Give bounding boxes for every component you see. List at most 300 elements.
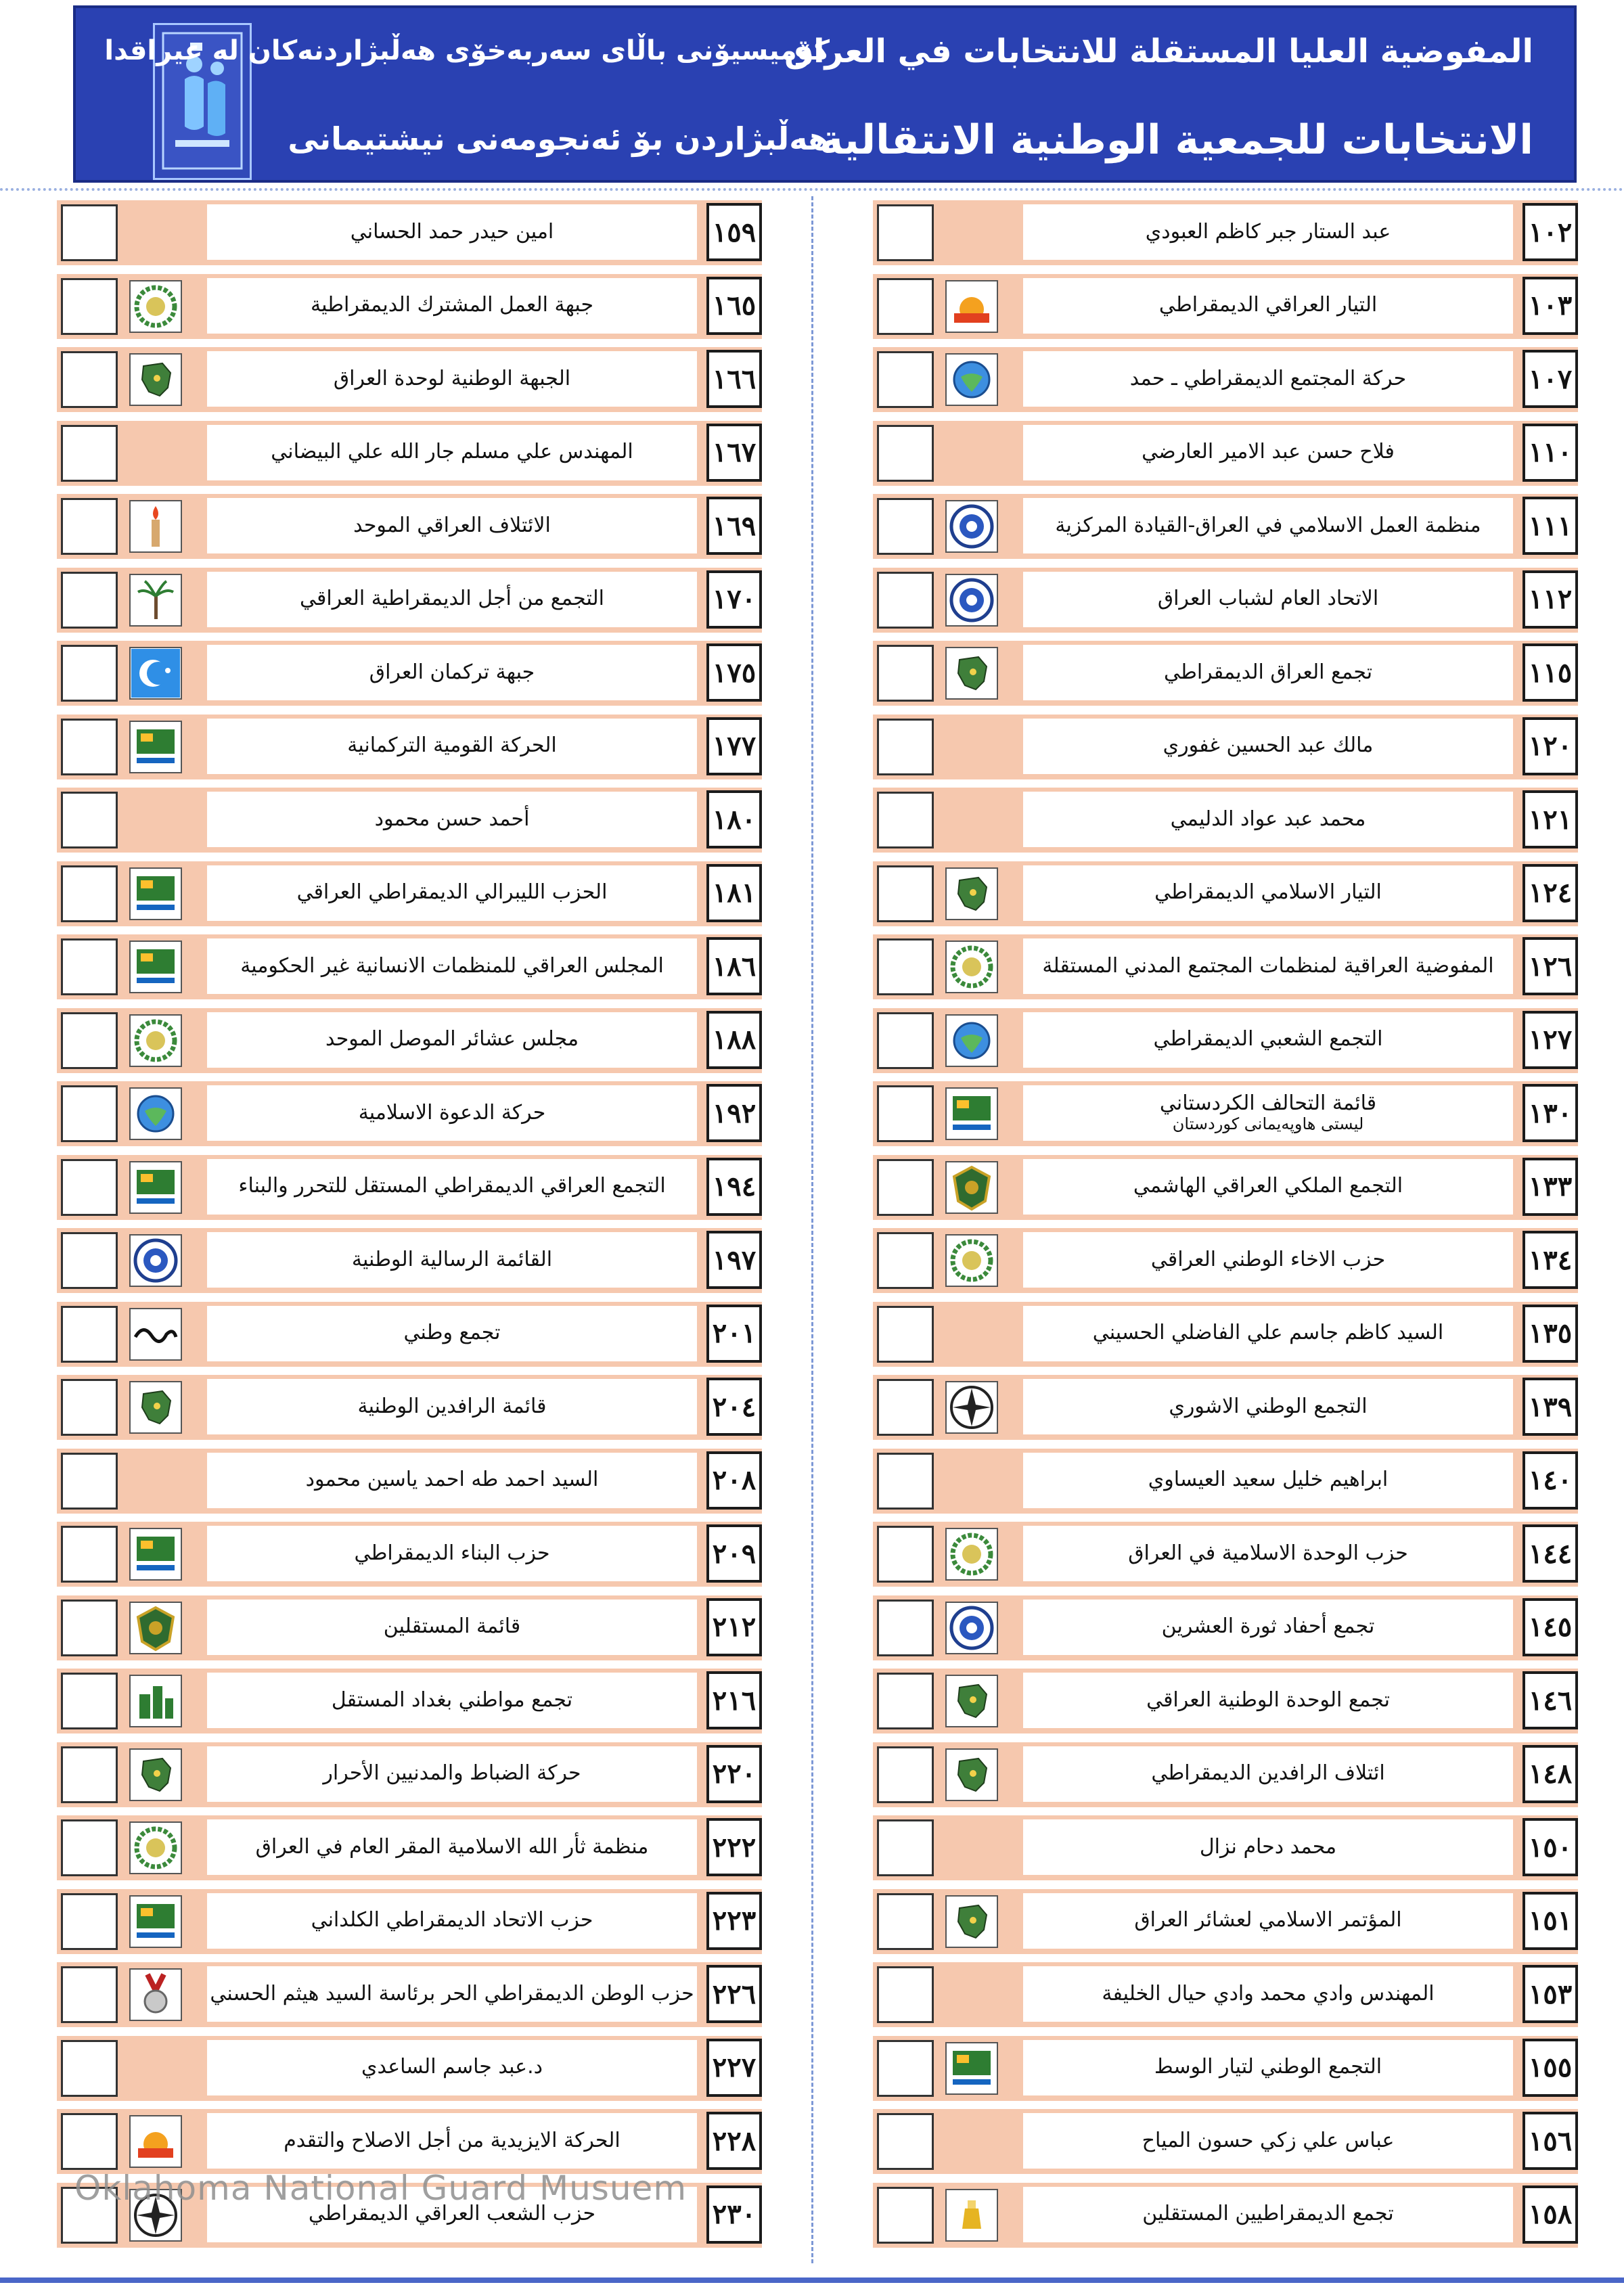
candidate-number: ١٤٤ [1522, 1524, 1578, 1583]
map-icon [945, 1895, 999, 1949]
vote-checkbox[interactable] [877, 645, 934, 702]
candidate-number: ١٩٧ [706, 1231, 762, 1289]
candidate-name-box [1023, 1306, 1513, 1361]
candidate-name: تجمع أحفاد ثورة العشرين [1161, 1614, 1375, 1639]
vote-checkbox[interactable] [877, 1012, 934, 1069]
candidate-row [873, 715, 1578, 779]
round-seal-icon [945, 573, 999, 627]
candidate-name-box [1023, 865, 1513, 921]
candidate-name-box [1023, 1673, 1513, 1728]
vote-checkbox[interactable] [877, 1085, 934, 1142]
candidate-row [873, 861, 1578, 926]
candidate-name-box [1023, 1600, 1513, 1655]
candidate-name-box [1023, 938, 1513, 994]
candidate-row [873, 421, 1578, 486]
candidate-name: حزب الاخاء الوطني العراقي [1150, 1247, 1386, 1271]
candidate-name: الجبهة الوطنية لوحدة العراق [333, 366, 571, 390]
candidate-number: ١٩٢ [706, 1084, 762, 1142]
vote-checkbox[interactable] [877, 792, 934, 848]
square-logo-icon [129, 720, 183, 774]
vote-checkbox[interactable] [61, 572, 118, 629]
candidate-name: جبهة العمل المشترك الديمقراطية [310, 293, 594, 317]
candidate-name: السيد احمد طه احمد ياسين محمود [305, 1468, 599, 1492]
candidate-name: المهندس علي مسلم جار الله علي البيضاني [271, 440, 633, 464]
candidate-name: فلاح حسن عبد الامير العارضي [1142, 440, 1395, 464]
vote-checkbox[interactable] [877, 865, 934, 922]
candidate-number: ١٢٤ [1522, 864, 1578, 922]
candidate-row [57, 274, 762, 339]
candidate-name-box [1023, 1966, 1513, 2022]
vote-checkbox[interactable] [61, 498, 118, 555]
candidate-number: ١٣٤ [1522, 1231, 1578, 1289]
crescent-icon [129, 646, 183, 700]
candidate-row [873, 2183, 1578, 2248]
candidate-name: حركة الضباط والمدنيين الأحرار [323, 1761, 581, 1786]
candle-icon [129, 499, 183, 553]
vote-checkbox[interactable] [61, 1232, 118, 1289]
candidate-row [873, 2109, 1578, 2174]
candidate-name: التجمع الشعبي الديمقراطي [1153, 1027, 1383, 1051]
candidate-name-box [1023, 1819, 1513, 1875]
map-icon [945, 1748, 999, 1802]
candidate-number: ٢٠٨ [706, 1451, 762, 1510]
candidate-row [57, 788, 762, 853]
vote-checkbox[interactable] [61, 351, 118, 408]
wreath-icon [129, 1821, 183, 1875]
candidate-name: التجمع العراقي الديمقراطي المستقل للتحرر والبناء [238, 1174, 666, 1198]
round-seal-icon [945, 1601, 999, 1655]
candidate-row [873, 934, 1578, 999]
vote-checkbox[interactable] [61, 1085, 118, 1142]
candidate-name: حركة الدعوة الاسلامية [358, 1100, 546, 1125]
candidate-number: ١٢٦ [1522, 937, 1578, 995]
candidate-name: حزب البناء الديمقراطي [354, 1541, 550, 1565]
wreath-icon [945, 1527, 999, 1581]
candidate-name-box [207, 1526, 697, 1581]
candidate-row [57, 347, 762, 412]
globe-icon [129, 1087, 183, 1141]
square-logo-icon [129, 867, 183, 921]
round-seal-icon [945, 499, 999, 553]
candidate-name-box [1023, 498, 1513, 553]
candidate-name-box [207, 1012, 697, 1068]
square-logo-icon [129, 1527, 183, 1581]
vote-checkbox[interactable] [877, 498, 934, 555]
candidate-row [873, 1595, 1578, 1660]
candidate-number: ١٢١ [1522, 790, 1578, 848]
candidate-name: تجمع العراق الديمقراطي [1163, 660, 1373, 684]
candidate-number: ١٥٦ [1522, 2112, 1578, 2170]
candidate-number: ١٤٥ [1522, 1598, 1578, 1656]
candidate-name: حزب الوحدة الاسلامية في العراق [1128, 1541, 1408, 1565]
wreath-icon [129, 279, 183, 334]
candidate-number: ١٣٩ [1522, 1378, 1578, 1436]
candidate-name: التجمع الوطني الاشوري [1169, 1394, 1368, 1418]
round-seal-icon [129, 1233, 183, 1288]
candidate-name: عبد الستار جبر كاظم العبودي [1145, 219, 1391, 244]
globe-icon [945, 1014, 999, 1068]
candidate-row [873, 1375, 1578, 1440]
candidate-name-box [207, 1379, 697, 1434]
candidate-name: حزب الوطن الديمقراطي الحر برئاسة السيد هيثم الحسني [210, 1981, 694, 2005]
header-separator [0, 188, 1624, 191]
candidate-name: الحركة القومية التركمانية [347, 733, 557, 758]
vote-checkbox[interactable] [877, 1819, 934, 1876]
candidate-name-box [207, 2040, 697, 2095]
candidate-name-box [207, 792, 697, 847]
vote-checkbox[interactable] [877, 1966, 934, 2023]
candidate-name-box [1023, 719, 1513, 774]
vote-checkbox[interactable] [877, 1526, 934, 1583]
election-title-kurdish: هەڵبژاردن بۆ ئەنجومەنی نیشتیمانی [288, 120, 830, 157]
candidate-row [873, 1962, 1578, 2027]
sun-icon [129, 2114, 183, 2169]
candidate-name: حركة المجتمع الديمقراطي ـ حمد [1129, 366, 1407, 390]
candidate-name-box [207, 351, 697, 407]
candidate-number: ١٤٨ [1522, 1745, 1578, 1803]
vote-checkbox[interactable] [61, 1746, 118, 1803]
candidate-name-box [1023, 1526, 1513, 1581]
vote-checkbox[interactable] [61, 1673, 118, 1729]
candidate-name-box [207, 1159, 697, 1215]
candidate-row [57, 1449, 762, 1514]
candidate-row [57, 1375, 762, 1440]
candidate-row [57, 1155, 762, 1220]
candidate-name-box [207, 1893, 697, 1949]
candidate-name: منظمة العمل الاسلامي في العراق-القيادة المركزية [1055, 513, 1481, 537]
candidate-name-box [1023, 351, 1513, 407]
candidate-row [57, 861, 762, 926]
candidate-number: ١٣٥ [1522, 1305, 1578, 1363]
candidate-number: ٢٠٩ [706, 1524, 762, 1583]
map-icon [129, 1380, 183, 1434]
candidate-name: الاتحاد العام لشباب العراق [1157, 587, 1379, 611]
candidate-name-box [1023, 2187, 1513, 2242]
bottom-border [0, 2277, 1624, 2283]
vote-checkbox[interactable] [877, 1673, 934, 1729]
candidate-number: ٢١٢ [706, 1598, 762, 1656]
candidate-number: ١٥٠ [1522, 1818, 1578, 1876]
candidate-number: ١٥٣ [1522, 1965, 1578, 2023]
candidate-number: ١٩٤ [706, 1158, 762, 1216]
candidate-name: تجمع الديمقراطيين المستقلين [1142, 2202, 1394, 2226]
election-title-arabic: الانتخابات للجمعية الوطنية الانتقالية [819, 116, 1533, 164]
vote-checkbox[interactable] [61, 1966, 118, 2023]
vote-checkbox[interactable] [61, 1379, 118, 1436]
candidate-row [57, 934, 762, 999]
candidate-name-box [207, 278, 697, 334]
candidate-number: ٢١٦ [706, 1671, 762, 1729]
vote-checkbox[interactable] [877, 1159, 934, 1216]
vote-checkbox[interactable] [877, 1306, 934, 1363]
candidate-row [57, 1962, 762, 2027]
watermark: Oklahoma National Guard Musuem [74, 2169, 687, 2208]
candidate-number: ١١١ [1522, 497, 1578, 555]
candidate-name: د.عبد جاسم الساعدي [361, 2055, 543, 2079]
candidate-name-box [207, 204, 697, 260]
vote-checkbox[interactable] [877, 1453, 934, 1510]
candidate-name: الحزب الليبرالي الديمقراطي العراقي [296, 880, 608, 905]
candidate-row [873, 494, 1578, 559]
candidate-number: ١١٥ [1522, 643, 1578, 702]
vote-checkbox[interactable] [61, 204, 118, 261]
square-logo-icon [129, 940, 183, 994]
candidate-name-box [207, 1453, 697, 1508]
vote-checkbox[interactable] [877, 1746, 934, 1803]
candidate-name: ابراهيم خليل سعيد العيساوي [1148, 1468, 1389, 1492]
candidate-name-box [1023, 792, 1513, 847]
candidate-number: ١٠٧ [1522, 350, 1578, 408]
building-icon [129, 1674, 183, 1728]
candidate-name: التجمع من أجل الديمقراطية العراقي [299, 587, 605, 611]
candidate-name: محمد دحام نزال [1199, 1834, 1337, 1859]
candidate-number: ١٦٧ [706, 424, 762, 482]
candidate-name-box [207, 1819, 697, 1875]
candidate-name: حزب الشعب العراقي الديمقراطي [308, 2202, 596, 2226]
candidate-number: ١٠٣ [1522, 277, 1578, 335]
candidate-name-box [207, 1673, 697, 1728]
candidate-name-box [207, 2113, 697, 2169]
candidate-name: قائمة المستقلين [383, 1614, 521, 1639]
candidate-number: ١٠٢ [1522, 203, 1578, 261]
candidate-row [57, 1889, 762, 1954]
candidate-number: ٢٣٠ [706, 2185, 762, 2244]
vote-checkbox[interactable] [877, 2113, 934, 2170]
candidate-name: حزب الاتحاد الديمقراطي الكلداني [311, 1908, 593, 1932]
vote-checkbox[interactable] [61, 278, 118, 335]
candidate-row [873, 1228, 1578, 1293]
candidate-name: مجلس عشائر الموصل الموحد [325, 1027, 579, 1051]
candidate-number: ١٧٥ [706, 643, 762, 702]
vote-checkbox[interactable] [877, 2187, 934, 2244]
candidate-number: ١٥٥ [1522, 2039, 1578, 2097]
candidate-name-box [207, 719, 697, 774]
candidate-name-box [1023, 572, 1513, 627]
candidate-row [873, 274, 1578, 339]
candidate-row [57, 1595, 762, 1660]
vote-checkbox[interactable] [877, 204, 934, 261]
candidate-name: التيار الاسلامي الديمقراطي [1154, 880, 1382, 905]
candidate-row [873, 641, 1578, 706]
vote-checkbox[interactable] [877, 2040, 934, 2097]
vote-checkbox[interactable] [61, 425, 118, 482]
candidate-number: ١٢٧ [1522, 1011, 1578, 1069]
candidate-number: ١١٢ [1522, 570, 1578, 629]
candidate-number: ١٥٩ [706, 203, 762, 261]
vote-checkbox[interactable] [61, 2040, 118, 2097]
vote-checkbox[interactable] [877, 1232, 934, 1289]
vote-checkbox[interactable] [877, 1600, 934, 1656]
candidate-number: ٢٢٧ [706, 2039, 762, 2097]
candidate-number: ١٤٦ [1522, 1671, 1578, 1729]
candidate-row [57, 1302, 762, 1367]
vote-checkbox[interactable] [61, 792, 118, 848]
map-icon [129, 1748, 183, 1802]
candidate-name-box [1023, 1893, 1513, 1949]
candidate-row [873, 1155, 1578, 1220]
column-divider [811, 196, 813, 2263]
map-icon [945, 867, 999, 921]
map-icon [945, 1674, 999, 1728]
vote-checkbox[interactable] [61, 1306, 118, 1363]
candidate-name: المؤتمر الاسلامي لعشائر العراق [1134, 1908, 1402, 1932]
candidate-name-box [1023, 1012, 1513, 1068]
candidate-name: قائمة الرافدين الوطنية [357, 1394, 547, 1418]
candidate-name: قائمة التحالف الكردستاني [1159, 1091, 1377, 1115]
candidate-name: القائمة الرسالية الوطنية [351, 1247, 553, 1271]
candidate-name-box [1023, 204, 1513, 260]
candidate-number: ١٦٩ [706, 497, 762, 555]
vote-checkbox[interactable] [877, 351, 934, 408]
vote-checkbox[interactable] [877, 278, 934, 335]
script-icon [129, 1307, 183, 1361]
vote-checkbox[interactable] [61, 1600, 118, 1656]
candidate-number: ١٨٠ [706, 790, 762, 848]
candidate-number: ١٣٠ [1522, 1084, 1578, 1142]
globe-icon [945, 353, 999, 407]
candidate-number: ١٥٨ [1522, 2185, 1578, 2244]
vote-checkbox[interactable] [61, 719, 118, 775]
vote-checkbox[interactable] [61, 1159, 118, 1216]
candidate-number: ٢٢٨ [706, 2112, 762, 2170]
candidate-name-box [207, 498, 697, 553]
candidate-row [57, 1669, 762, 1733]
candidate-name: مالك عبد الحسين غفوري [1163, 733, 1374, 758]
candidate-name: امين حيدر حمد الحساني [350, 219, 554, 244]
candidate-row [57, 1008, 762, 1073]
candidate-name-box [1023, 645, 1513, 700]
candidate-number: ١٨٨ [706, 1011, 762, 1069]
commission-title-arabic: المفوضية العليا المستقلة للانتخابات في العراق [784, 32, 1533, 70]
candidate-name-box [207, 1232, 697, 1288]
candidate-name-box [207, 1306, 697, 1361]
candidate-row [57, 2036, 762, 2101]
vote-checkbox[interactable] [61, 645, 118, 702]
vote-checkbox[interactable] [877, 572, 934, 629]
candidate-number: ٢٢٣ [706, 1892, 762, 1950]
candidate-number: ١٥١ [1522, 1892, 1578, 1950]
vote-checkbox[interactable] [61, 1893, 118, 1950]
candidate-number: ٢٢٠ [706, 1745, 762, 1803]
palm-icon [129, 573, 183, 627]
candidate-name: منظمة ثأر الله الاسلامية المقر العام في العراق [255, 1834, 649, 1859]
candidate-name-box [1023, 1746, 1513, 1802]
candidate-name-box [207, 425, 697, 480]
candidate-number: ١٧٧ [706, 717, 762, 775]
vote-checkbox[interactable] [61, 1819, 118, 1876]
candidate-name-box [1023, 1379, 1513, 1434]
candidate-name: المجلس العراقي للمنظمات الانسانية غير الحكومية [240, 953, 664, 978]
candidate-name: المهندس وادي محمد وادي حيال الخليفة [1102, 1981, 1435, 2005]
wreath-icon [945, 940, 999, 994]
vote-checkbox[interactable] [877, 938, 934, 995]
candidate-row [873, 1742, 1578, 1807]
wreath-icon [129, 1014, 183, 1068]
vote-checkbox[interactable] [61, 1453, 118, 1510]
candidate-name: تجمع وطني [403, 1321, 501, 1345]
candidate-row [873, 1669, 1578, 1733]
candidate-number: ١١٠ [1522, 424, 1578, 482]
candidate-name: التجمع الملكي العراقي الهاشمي [1133, 1174, 1403, 1198]
candidate-name-box [207, 1966, 697, 2022]
vote-checkbox[interactable] [61, 865, 118, 922]
candidate-row [873, 788, 1578, 853]
candidate-row [57, 2109, 762, 2174]
vote-checkbox[interactable] [877, 1379, 934, 1436]
candidate-name-box [1023, 1085, 1513, 1141]
candidate-number: ١٢٠ [1522, 717, 1578, 775]
candidate-name-box [207, 572, 697, 627]
candidate-name: تجمع مواطني بغداد المستقل [331, 1687, 573, 1712]
candidate-name-box [1023, 278, 1513, 334]
candidate-number: ١٦٦ [706, 350, 762, 408]
candidate-number: ١٧٠ [706, 570, 762, 629]
candidate-row [57, 1228, 762, 1293]
candidate-row [57, 568, 762, 633]
crest-icon [129, 1601, 183, 1655]
candidate-name-box [207, 1746, 697, 1802]
candidate-row [57, 421, 762, 486]
candidate-row [873, 1302, 1578, 1367]
vote-checkbox[interactable] [877, 719, 934, 775]
candidate-name-box [1023, 1232, 1513, 1288]
candidate-number: ١٤٠ [1522, 1451, 1578, 1510]
candidate-number: ١٨١ [706, 864, 762, 922]
candidate-number: ٢٢٦ [706, 1965, 762, 2023]
candidate-row [57, 641, 762, 706]
candidate-name-box [207, 1600, 697, 1655]
candidate-row [873, 1008, 1578, 1073]
candidate-name: التجمع الوطني لتيار الوسط [1154, 2055, 1382, 2079]
sun-icon [945, 279, 999, 334]
commission-title-kurdish: كۆمیسیۆنی باڵای سەربەخۆی هەڵبژاردنەكان لە عیراقدا [104, 35, 830, 66]
candidate-name-box [207, 865, 697, 921]
candidate-name: ائتلاف الرافدين الديمقراطي [1151, 1761, 1385, 1786]
ballot-header [73, 5, 1577, 183]
candidate-name-box [1023, 2113, 1513, 2169]
lamp-icon [945, 2188, 999, 2242]
candidate-row [873, 1081, 1578, 1146]
candidate-number: ٢٠٤ [706, 1378, 762, 1436]
candidate-number: ١٨٦ [706, 937, 762, 995]
candidate-name-box [1023, 1453, 1513, 1508]
vote-checkbox[interactable] [61, 1012, 118, 1069]
candidate-row [57, 1742, 762, 1807]
map-icon [945, 646, 999, 700]
candidate-number: ٢٠١ [706, 1305, 762, 1363]
vote-checkbox[interactable] [61, 938, 118, 995]
candidate-row [873, 1522, 1578, 1587]
vote-checkbox[interactable] [877, 425, 934, 482]
candidate-row [57, 1081, 762, 1146]
vote-checkbox[interactable] [61, 2113, 118, 2170]
candidate-name: عباس علي زكي حسون المياح [1142, 2128, 1395, 2152]
candidate-name-box [207, 645, 697, 700]
vote-checkbox[interactable] [877, 1893, 934, 1950]
candidate-name: السيد كاظم جاسم علي الفاضلي الحسيني [1092, 1321, 1444, 1345]
wreath-icon [945, 1233, 999, 1288]
candidate-number: ٢٢٢ [706, 1818, 762, 1876]
candidate-row [57, 1522, 762, 1587]
candidate-row [873, 568, 1578, 633]
crest-icon [945, 1160, 999, 1215]
candidate-row [873, 200, 1578, 265]
vote-checkbox[interactable] [61, 1526, 118, 1583]
candidate-row [873, 347, 1578, 412]
candidate-subname: لیستی هاوپەیمانی كوردستان [1172, 1114, 1364, 1134]
square-logo-icon [945, 2041, 999, 2095]
candidate-row [57, 1815, 762, 1880]
